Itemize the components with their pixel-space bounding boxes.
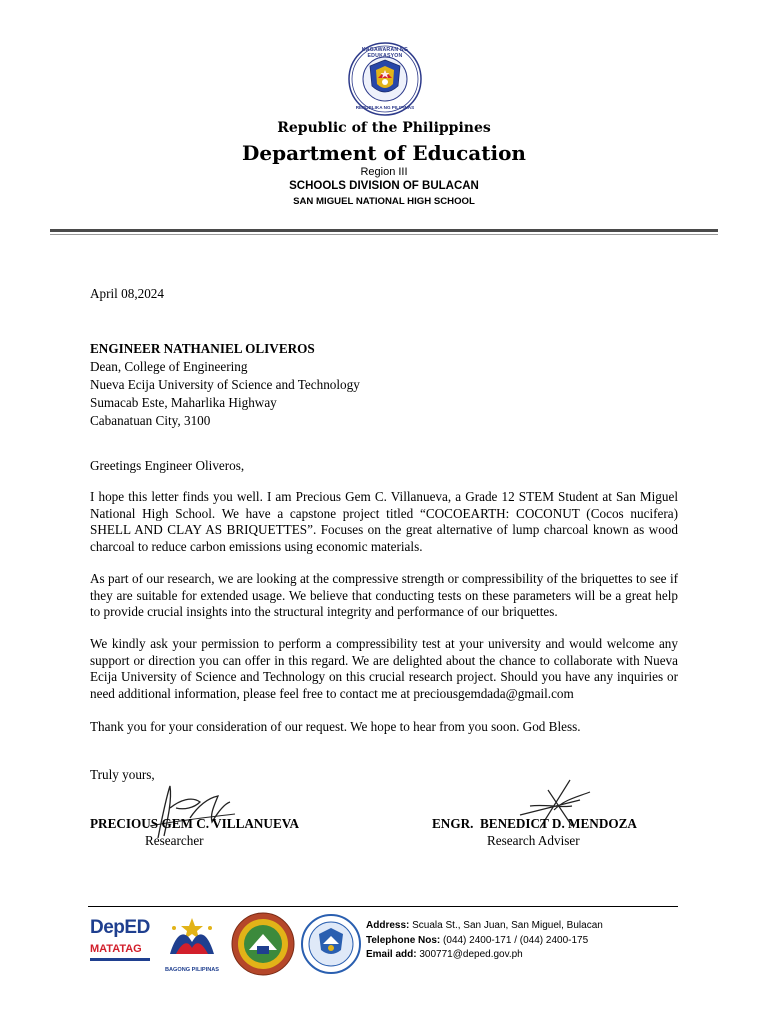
footer-email-line [366,948,676,963]
address-label: Address: [366,920,410,931]
deped-matatag-logo [90,916,156,972]
signatory-role-adviser: Research Adviser [487,833,580,848]
division-seal-logo [301,914,361,974]
bagong-pilipinas-logo [162,914,222,974]
seal-top-text: KAGAWARAN NG EDUKASYON [361,47,409,59]
deped-seal-logo [348,42,422,116]
header-divider [50,229,718,232]
phone-value: (044) 2400-171 / (044) 2400-175 [443,934,589,946]
body-paragraph: I hope this letter finds you well. I am Precious Gem C. Villanueva, a Grade 12 STEM Student at San Miguel National High School. We have a capstone project titled “COCOEARTH: COCONUT (Cocos nucifera) SHELL AND CLAY AS BRIQUETTES”. Focuses on the great alternative of lump charcoal known as wood charcoal to reduce carbon emissions using economic materials. [90,489,678,554]
closing: Truly yours, [90,767,155,782]
email-label: Email add: [366,949,417,960]
footer-contact [366,919,676,963]
phone-label: Telephone Nos: [366,934,441,946]
region-label: Region III [360,166,408,178]
republic-heading: Republic of the Philippines [277,120,491,136]
recipient-name: ENGINEER NATHANIEL OLIVEROS [90,341,315,356]
email-value: 300771@deped.gov.ph [419,949,523,960]
department-heading: Department of Education [242,141,526,165]
header-divider-thin [50,234,718,235]
recipient-line: Cabanatuan City, 3100 [90,413,211,428]
body-paragraph: As part of our research, we are looking at the compressive strength or compressibility of the briquettes to see if they are suitable for extended usage. We believe that conducting tests on these parameters will be a great help to provide crucial insights into the structural integrity and performance of our briquettes. [90,571,678,620]
greeting: Greetings Engineer Oliveros, [90,458,245,473]
footer-address-line [366,919,676,934]
body-paragraph: Thank you for your consideration of our request. We hope to hear from you soon. God Bless. [90,719,581,734]
signatory-name-adviser: ENGR. BENEDICT D. MENDOZA [432,816,637,831]
recipient-block [90,340,360,430]
footer-divider [88,906,678,907]
school-label: SAN MIGUEL NATIONAL HIGH SCHOOL [293,196,475,207]
recipient-line: Dean, College of Engineering [90,359,248,374]
footer-phone-line [366,934,676,949]
bagong-pilipinas-text: BAGONG PILIPINAS [164,967,220,973]
address-value: Scuala St., San Juan, San Miguel, Bulacan [412,920,603,931]
recipient-line: Sumacab Este, Maharlika Highway [90,395,277,410]
recipient-line: Nueva Ecija University of Science and Technology [90,377,360,392]
signatory-role-researcher: Researcher [145,833,204,848]
deped-wordmark: DepED [90,917,150,938]
letter-date: April 08,2024 [90,286,164,301]
body-paragraph: We kindly ask your permission to perform a compressibility test at your university and would welcome any support or direction you can offer in this regard. We are delighted about the chance to collaborate with Nueva Ecija University of Science and Technology on this crucial research project. Should you have any inquiries or need additional information, please feel free to contact me at preciousgemdada@gmail.com [90,636,678,701]
division-label: SCHOOLS DIVISION OF BULACAN [289,180,479,192]
school-seal-logo [231,912,295,976]
matatag-wordmark: MATATAG [90,943,142,955]
signatory-name-researcher: PRECIOUS GEM C. VILLANUEVA [90,816,300,831]
seal-bottom-text: REPUBLIKA NG PILIPINAS [355,105,415,110]
matatag-underline [90,958,150,961]
